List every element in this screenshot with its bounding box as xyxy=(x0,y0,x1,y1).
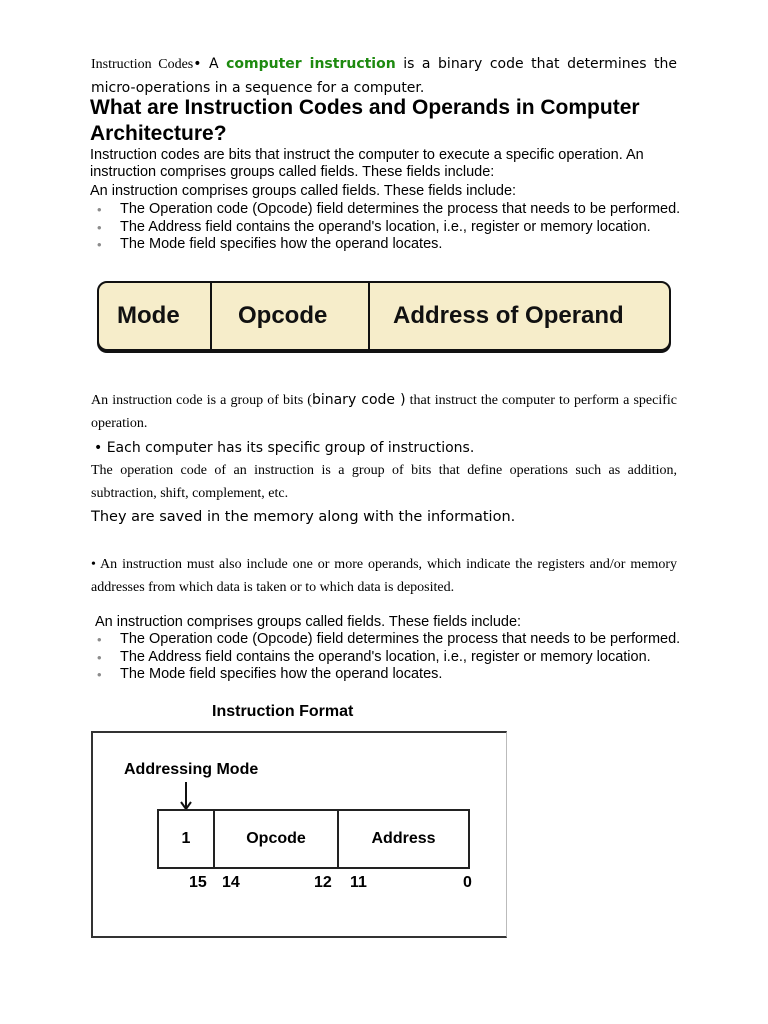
address-bit-field: Address xyxy=(371,830,436,847)
bullet-icon: • xyxy=(97,219,102,235)
addressing-mode-label: Addressing Mode xyxy=(124,761,259,778)
fields-list-2 xyxy=(90,631,690,684)
format-fields-box xyxy=(157,809,470,869)
list-item: • The Operation code (Opcode) field determines the process that needs to be performed. xyxy=(97,201,681,217)
bullet-icon: • xyxy=(97,649,102,665)
bullet-icon: • xyxy=(97,202,102,217)
bit-label-12: 12 xyxy=(314,874,332,891)
intro-lead: Instruction Codes xyxy=(91,57,194,72)
bit-label-15: 15 xyxy=(189,874,207,891)
bullet-icon: • xyxy=(97,237,102,252)
fields-intro-paragraph: Instruction codes are bits that instruct the computer to execute a specific operation. An instruction comprises groups called fields. These fields include: xyxy=(90,147,644,180)
bit-label-11: 11 xyxy=(350,874,367,891)
fields-list xyxy=(90,201,690,254)
page-heading: What are Instruction Codes and Operands in Computer Architecture? xyxy=(90,96,640,145)
list-item: • The Address field contains the operand's location, i.e., register or memory location. xyxy=(97,218,651,235)
fields-intro-paragraph-2: An instruction comprises groups called fields. These fields include: xyxy=(95,614,522,630)
opcode-field: Opcode xyxy=(212,283,370,349)
mode-bit-field: 1 xyxy=(159,811,215,867)
computer-group-paragraph: • Each computer has its specific group of instructions. xyxy=(94,440,475,456)
list-item: • The Address field contains the operand's location, i.e., register or memory location. xyxy=(97,648,651,665)
fields-intro-repeat: An instruction comprises groups called fields. These fields include: xyxy=(90,183,517,199)
computer-instruction-link[interactable]: computer instruction xyxy=(226,56,396,72)
operation-code-paragraph: The operation code of an instruction is a group of bits that define operations such as addition, subtraction, shift, complement, etc. xyxy=(91,463,677,501)
intro-bullet: • A xyxy=(193,56,227,72)
bullet-icon: • xyxy=(97,632,102,647)
operands-paragraph: • An instruction must also include one or more operands, which indicate the registers and/or memory addresses from which data is taken or to which data is deposited. xyxy=(91,557,677,595)
list-item: • The Mode field specifies how the operand locates. xyxy=(97,236,443,252)
intro-rest: is a binary code that determines the micro-operations in a sequence for a computer. xyxy=(91,56,677,96)
binary-code-term: binary code ) xyxy=(311,392,406,408)
list-item: • The Mode field specifies how the operand locates. xyxy=(97,666,443,682)
bit-label-14: 14 xyxy=(222,874,240,891)
bit-label-0: 0 xyxy=(463,874,472,891)
instruction-fields-diagram xyxy=(97,281,671,351)
down-arrow-icon xyxy=(180,782,192,810)
list-item: • The Operation code (Opcode) field determines the process that needs to be performed. xyxy=(97,631,681,647)
mode-field: Mode xyxy=(99,283,212,349)
figure-title: Instruction Format xyxy=(212,703,354,720)
memory-paragraph: They are saved in the memory along with the information. xyxy=(91,509,516,525)
intro-paragraph xyxy=(91,52,677,99)
address-field: Address of Operand xyxy=(393,302,624,329)
bullet-icon: • xyxy=(97,667,102,682)
opcode-bit-field: Opcode xyxy=(215,811,339,867)
instruction-code-paragraph: An instruction code is a group of bits (binary code ) that instruct the computer to perform a specific operation. xyxy=(91,392,677,431)
